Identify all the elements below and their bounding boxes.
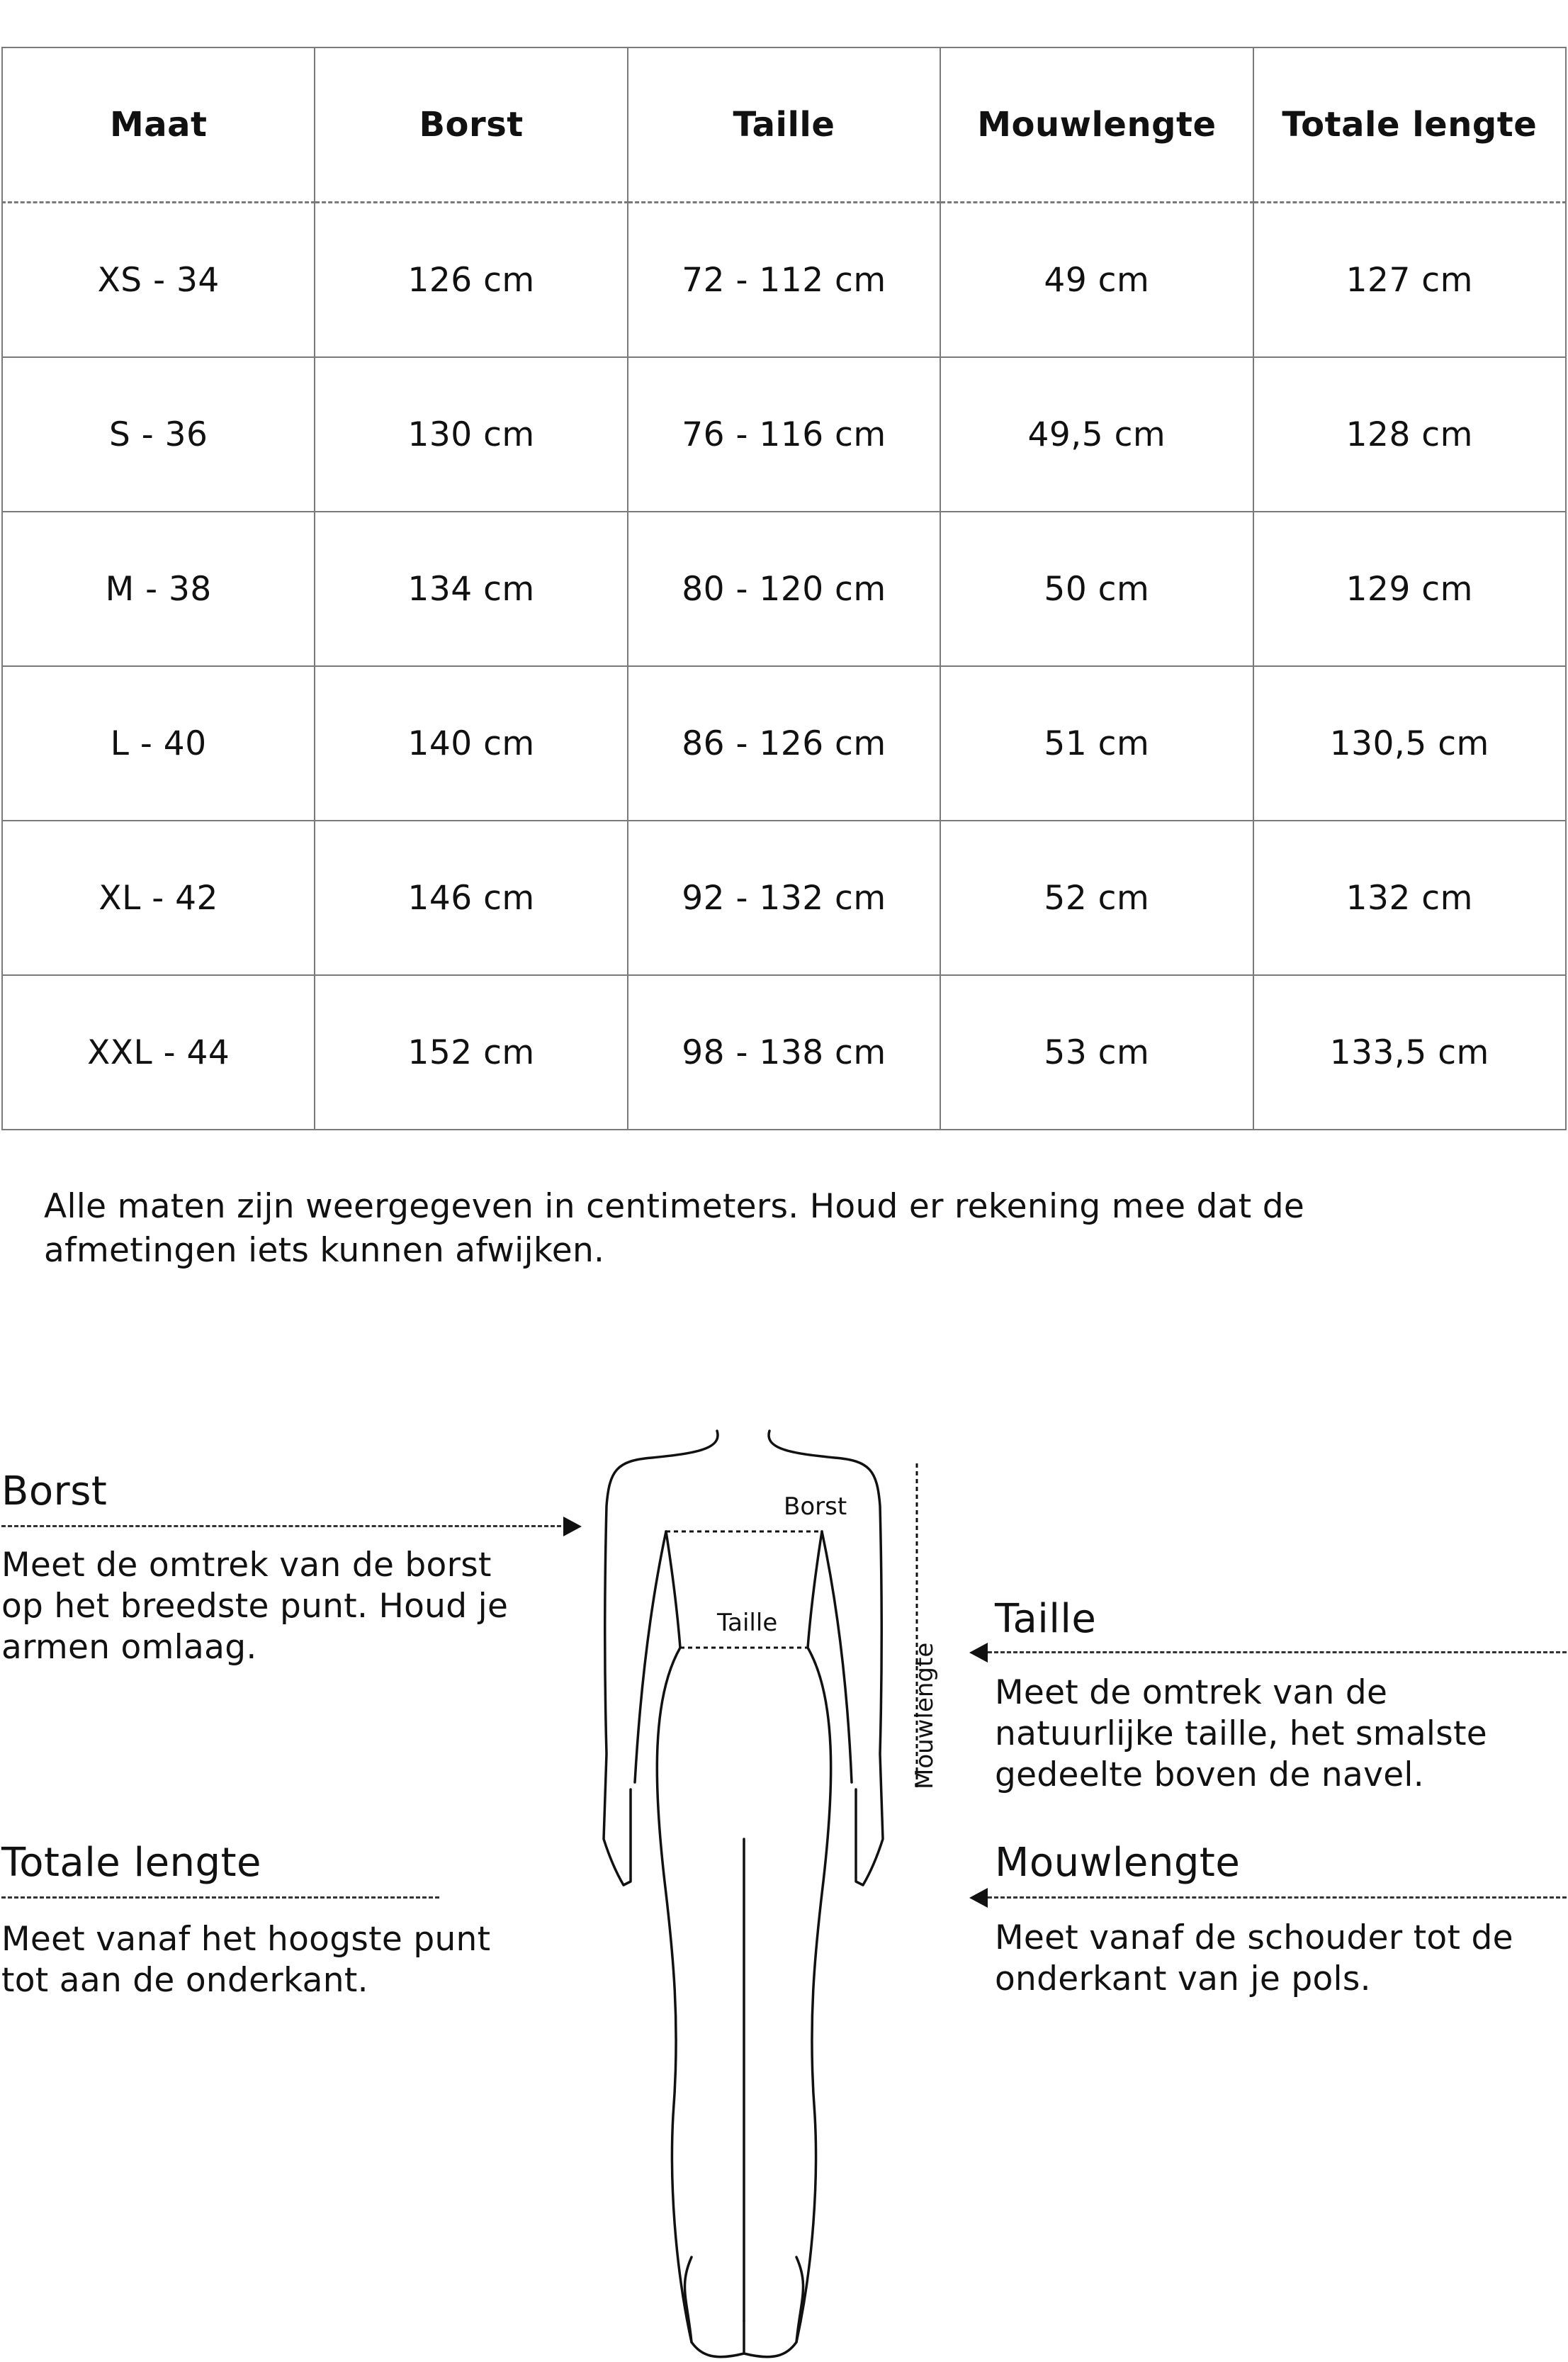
right-leg-outline: [796, 1531, 831, 2342]
cell-borst: 134 cm: [315, 512, 627, 666]
header-borst: Borst: [315, 47, 627, 203]
totale-lengte-divider: [1, 1896, 439, 1899]
totale-lengte-heading: Totale lengte: [1, 1840, 261, 1886]
cell-mouwlengte: 50 cm: [940, 512, 1253, 666]
cell-maat: XXL - 44: [2, 975, 315, 1130]
cell-totale-lengte: 132 cm: [1253, 821, 1566, 975]
cell-maat: L - 40: [2, 666, 315, 821]
taille-text-line: natuurlijke taille, het smalste: [995, 1714, 1488, 1753]
table-row: [2, 821, 1566, 975]
left-leg-outline: [657, 1531, 692, 2342]
cell-taille: 80 - 120 cm: [628, 512, 940, 666]
cell-maat: XS - 34: [2, 203, 315, 358]
cell-taille: 76 - 116 cm: [628, 357, 940, 512]
borst-divider: [1, 1525, 561, 1527]
cell-borst: 140 cm: [315, 666, 627, 821]
figure-label-taille: Taille: [717, 1609, 778, 1637]
cell-mouwlengte: 52 cm: [940, 821, 1253, 975]
borst-text-line: Meet de omtrek van de borst: [1, 1546, 492, 1585]
cell-totale-lengte: 127 cm: [1253, 203, 1566, 358]
mouwlengte-text-line: onderkant van je pols.: [995, 1959, 1371, 1998]
table-row: [2, 666, 1566, 821]
borst-text-line: armen omlaag.: [1, 1628, 257, 1667]
cell-totale-lengte: 133,5 cm: [1253, 975, 1566, 1130]
cell-totale-lengte: 128 cm: [1253, 357, 1566, 512]
cell-borst: 126 cm: [315, 203, 627, 358]
cell-mouwlengte: 53 cm: [940, 975, 1253, 1130]
cell-maat: M - 38: [2, 512, 315, 666]
cell-maat: S - 36: [2, 357, 315, 512]
note-line: Alle maten zijn weergegeven in centimeters. Houd er rekening mee dat de: [44, 1187, 1305, 1226]
cell-taille: 86 - 126 cm: [628, 666, 940, 821]
totale-lengte-text-line: tot aan de onderkant.: [1, 1961, 368, 2000]
arrow-left-icon: [969, 1888, 988, 1908]
table-row: [2, 975, 1566, 1130]
table-header-row: [2, 47, 1566, 203]
header-mouwlengte: Mouwlengte: [940, 47, 1253, 203]
cell-totale-lengte: 129 cm: [1253, 512, 1566, 666]
cell-maat: XL - 42: [2, 821, 315, 975]
cell-mouwlengte: 49 cm: [940, 203, 1253, 358]
figure-label-borst: Borst: [784, 1492, 847, 1521]
body-measurement-figure-icon: [567, 1414, 939, 2362]
cell-taille: 92 - 132 cm: [628, 821, 940, 975]
borst-heading: Borst: [1, 1468, 108, 1514]
cell-mouwlengte: 51 cm: [940, 666, 1253, 821]
cell-taille: 98 - 138 cm: [628, 975, 940, 1130]
cell-borst: 146 cm: [315, 821, 627, 975]
taille-heading: Taille: [995, 1596, 1097, 1642]
cell-totale-lengte: 130,5 cm: [1253, 666, 1566, 821]
totale-lengte-text-line: Meet vanaf het hoogste punt: [1, 1920, 491, 1959]
mouwlengte-description: [995, 1918, 1562, 2000]
mouwlengte-text-line: Meet vanaf de schouder tot de: [995, 1918, 1513, 1957]
cell-taille: 72 - 112 cm: [628, 203, 940, 358]
borst-text-line: op het breedste punt. Houd je: [1, 1587, 509, 1626]
header-totale-lengte: Totale lengte: [1253, 47, 1566, 203]
cell-borst: 130 cm: [315, 357, 627, 512]
cell-borst: 152 cm: [315, 975, 627, 1130]
taille-text-line: gedeelte boven de navel.: [995, 1755, 1425, 1794]
left-side-outline: [604, 1431, 718, 1885]
cell-mouwlengte: 49,5 cm: [940, 357, 1253, 512]
size-table: [1, 47, 1567, 1130]
totale-lengte-description: [1, 1919, 554, 2001]
table-row: [2, 512, 1566, 666]
borst-description: [1, 1545, 554, 1668]
taille-divider: [988, 1651, 1567, 1653]
header-taille: Taille: [628, 47, 940, 203]
note-line: afmetingen iets kunnen afwijken.: [44, 1231, 605, 1270]
figure-label-mouwlengte: Mouwlengte: [910, 1642, 939, 1789]
taille-text-line: Meet de omtrek van de: [995, 1673, 1388, 1712]
arrow-left-icon: [969, 1643, 988, 1663]
taille-description: [995, 1672, 1562, 1796]
mouwlengte-divider: [988, 1896, 1567, 1899]
measurement-note: [44, 1185, 1461, 1273]
mouwlengte-heading: Mouwlengte: [995, 1840, 1241, 1886]
header-maat: Maat: [2, 47, 315, 203]
table-row: [2, 203, 1566, 358]
table-row: [2, 357, 1566, 512]
